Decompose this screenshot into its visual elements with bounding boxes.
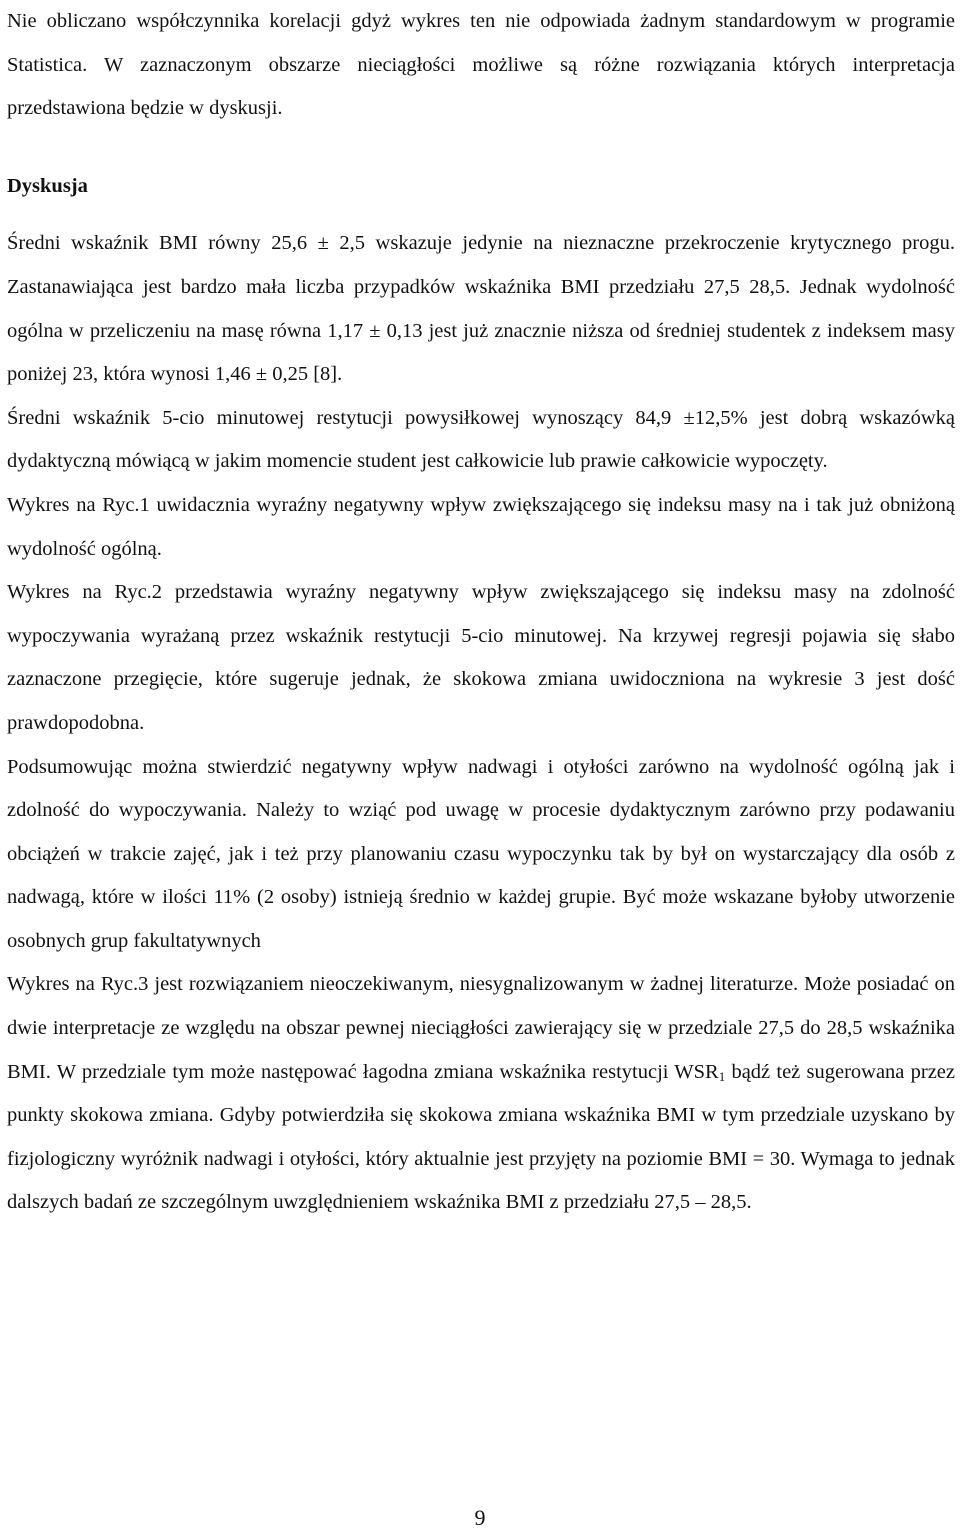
paragraph-fig3-part2: bądź też sugerowana przez punkty skokowa zmiana. Gdyby potwierdziła się skokowa zmiana wskaźnika BMI w tym przedziale uzyskano by fizjologiczny wyróżnik nadwagi i otyłości, który aktualnie jest przyjęty na poziomie BMI = 30. Wymaga to jednak dalszych badań ze szczególnym uwzględnieniem wskaźnika BMI z przedziału 27,5 – 28,5.	[7, 1060, 955, 1214]
page-number: 9	[474, 1505, 486, 1530]
paragraph-bmi: Średni wskaźnik BMI równy 25,6 ± 2,5 wskazuje jedynie na nieznaczne przekroczenie krytycznego progu. Zastanawiająca jest bardzo mała liczba przypadków wskaźnika BMI przedziału 27,5 28,5. Jednak wydolność ogólna w przeliczeniu na masę równa 1,17 ± 0,13 jest już znacznie niższa od średniej studentek z indeksem masy poniżej 23, która wynosi 1,46 ± 0,25 [8].	[7, 232, 955, 386]
paragraph-fig1: Wykres na Ryc.1 uwidacznia wyraźny negatywny wpływ zwiększającego się indeksu masy na i tak już obniżoną wydolność ogólną.	[7, 493, 955, 560]
paragraph-fig3-part1: Wykres na Ryc.3 jest rozwiązaniem nieoczekiwanym, niesygnalizowanym w żadnej literaturze. Może posiadać on dwie interpretacje ze względu na obszar pewnej nieciągłości zawierający się w przedziale 27,5 do 28,5 wskaźnika BMI. W przedziale tym może następować łagodna zmiana wskaźnika restytucji WSR	[7, 973, 955, 1083]
paragraph-summary: Podsumowując można stwierdzić negatywny wpływ nadwagi i otyłości zarówno na wydolność ogólną jak i zdolność do wypoczywania. Należy to wziąć pod uwagę w procesie dydaktycznym zarówno przy podawaniu obciążeń w trakcie zajęć, jak i też przy planowaniu czasu wypoczynku tak by był on wystarczający dla osób z nadwagą, które w ilości 11% (2 osoby) istnieją średnio w każdej grupie. Być może wskazane byłoby utworzenie osobnych grup fakultatywnych	[7, 755, 955, 952]
spacer	[7, 131, 955, 165]
paragraph-fig3	[7, 963, 955, 1225]
subscript: 1	[718, 1068, 726, 1084]
intro-paragraph: Nie obliczano współczynnika korelacji gdyż wykres ten nie odpowiada żadnym standardowym w programie Statistica. W zaznaczonym obszarze nieciągłości możliwe są różne rozwiązania których interpretacja przedstawiona będzie w dyskusji.	[7, 10, 955, 120]
paragraph-restitution: Średni wskaźnik 5-cio minutowej restytucji powysiłkowej wynoszący 84,9 ±12,5% jest dobrą wskazówką dydaktyczną mówiącą w jakim momencie student jest całkowicie lub prawie całkowicie wypoczęty.	[7, 406, 955, 473]
section-heading: Dyskusja	[7, 174, 88, 197]
paragraph-fig2: Wykres na Ryc.2 przedstawia wyraźny negatywny wpływ zwiększającego się indeksu masy na zdolność wypoczywania wyrażaną przez wskaźnik restytucji 5-cio minutowej. Na krzywej regresji pojawia się słabo zaznaczone przegięcie, które sugeruje jednak, że skokowa zmiana uwidoczniona na wykresie 3 jest dość prawdopodobna.	[7, 581, 955, 734]
document-page	[7, 0, 955, 1225]
spacer	[7, 208, 955, 222]
